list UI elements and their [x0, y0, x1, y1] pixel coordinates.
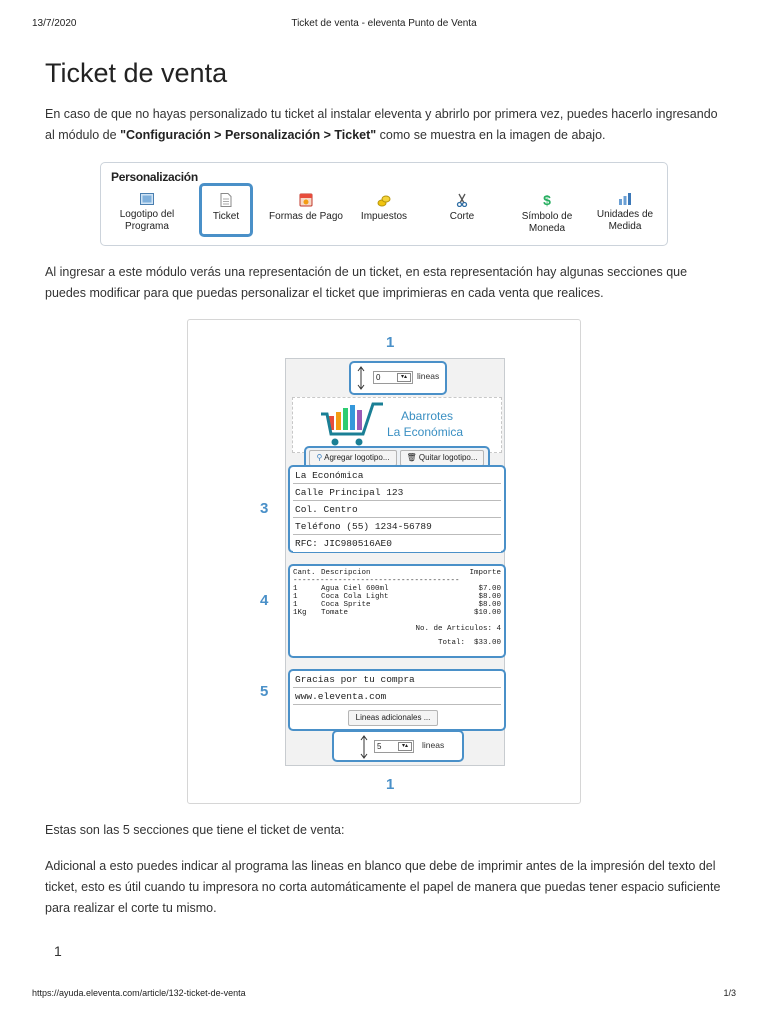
scissors-icon: [456, 193, 468, 207]
col-descripcion: Descripcion: [321, 569, 371, 577]
ticket-figure: [187, 319, 581, 804]
intro-path: "Configuración > Personalización > Ticket": [120, 128, 377, 142]
section-number-3: 3: [260, 500, 269, 517]
toolbar-item-simbolo-moneda[interactable]: [509, 193, 585, 235]
item-amount: $7.00: [478, 585, 501, 593]
item-desc: Coca Sprite: [321, 601, 371, 609]
header-field-colonia[interactable]: Col. Centro: [293, 502, 501, 518]
bottom-lines-value: 5: [377, 742, 382, 751]
footer-field-thanks[interactable]: Gracias por tu compra: [293, 672, 501, 688]
items-table: [293, 569, 501, 645]
item-qty: 1Kg: [293, 609, 307, 617]
magnifier-icon: ⚲: [316, 453, 323, 462]
item-qty: 1: [293, 601, 298, 609]
toolbar-title: Personalización: [111, 170, 198, 184]
intro-text: En caso de que no hayas personalizado tu ticket al instalar eleventa y abrirlo por primera vez, puedes hacerlo ingresando al módulo de: [45, 107, 718, 142]
logo-text-line1: Abarrotes: [401, 409, 454, 423]
blank-lines-paragraph: Adicional a esto puedes indicar al programa las lineas en blanco que debe de imprimir antes de la impresión del texto del ticket, esto es útil cuando tu impresora no corta automáticamente el papel de manera que puedas tener espacio suficiente para realizar el corte tu mismo.: [45, 859, 721, 915]
section-number-4: 4: [260, 592, 269, 609]
vertical-arrows-icon: [360, 735, 368, 759]
print-url: https://ayuda.eleventa.com/article/132-ticket-de-venta: [32, 988, 246, 998]
toolbar-item-label: Unidades de: [596, 209, 654, 220]
section-number-5: 5: [260, 683, 269, 700]
shopping-cart-logo-icon: [319, 400, 385, 448]
add-logo-label: Agregar logotipo...: [324, 453, 390, 462]
toolbar-item-label: Medida: [608, 221, 642, 232]
top-lines-label: lineas: [417, 371, 440, 381]
item-row: [293, 593, 501, 601]
header-fields-section: [288, 465, 506, 553]
vertical-arrows-icon: [357, 366, 365, 390]
item-row: [293, 609, 501, 617]
bottom-lines-label: lineas: [422, 740, 445, 750]
toolbar-item-unidades-medida[interactable]: [589, 193, 661, 233]
toolbar-item-label: Programa: [125, 221, 169, 232]
toolbar-item-label: Formas de Pago: [269, 211, 343, 222]
ticket-document-icon: [220, 193, 232, 207]
toolbar-item-label: Símbolo de: [521, 211, 573, 222]
col-cant: Cant.: [293, 569, 316, 577]
coins-icon: [377, 193, 391, 207]
add-logo-button[interactable]: [309, 450, 397, 466]
toolbar-item-label: Logotipo del: [119, 209, 175, 220]
ticket-preview: [285, 358, 505, 766]
toolbar-item-impuestos[interactable]: [353, 193, 415, 223]
item-amount: $8.00: [478, 601, 501, 609]
bottom-lines-spinner[interactable]: [374, 740, 414, 753]
header-field-rfc[interactable]: RFC: JIC980516AE0: [293, 536, 501, 552]
item-qty: 1: [293, 593, 298, 601]
payment-icon: [299, 193, 313, 207]
toolbar-item-label: Ticket: [212, 211, 240, 222]
toolbar-item-corte[interactable]: [431, 193, 493, 223]
toolbar-item-label: Corte: [449, 211, 475, 222]
personalizacion-toolbar: [100, 162, 668, 246]
item-row: [293, 601, 501, 609]
item-qty: 1: [293, 585, 298, 593]
dollar-icon: [541, 193, 553, 207]
item-desc: Tomate: [321, 609, 349, 617]
toolbar-item-logotipo[interactable]: [105, 193, 189, 233]
svg-text:$: $: [543, 193, 551, 207]
remove-logo-button[interactable]: [400, 450, 484, 466]
sections-intro: Estas son las 5 secciones que tiene el ticket de venta:: [45, 823, 345, 837]
top-lines-control: [349, 361, 447, 395]
items-section: [288, 564, 506, 658]
logo-area: [292, 397, 502, 453]
header-field-phone[interactable]: Teléfono (55) 1234-56789: [293, 519, 501, 535]
trash-icon: 🗑: [406, 453, 417, 462]
top-lines-value: 0: [376, 373, 381, 382]
col-importe: Importe: [469, 569, 501, 577]
logo-image-icon: [140, 193, 154, 205]
item-desc: Agua Ciel 600ml: [321, 585, 389, 593]
logo-text-line2: La Económica: [387, 425, 464, 439]
footer-field-website[interactable]: www.eleventa.com: [293, 689, 501, 705]
item-amount: $8.00: [478, 593, 501, 601]
articles-row: [293, 617, 501, 635]
section-number-1-top: 1: [386, 334, 395, 351]
page-counter: 1/3: [723, 988, 736, 998]
total-row: [293, 635, 501, 645]
items-rule: -------------------------------------: [293, 577, 460, 585]
intro-text-end: como se muestra en la imagen de abajo.: [376, 128, 606, 142]
print-date: 13/7/2020: [32, 18, 77, 29]
item-row: [293, 585, 501, 593]
header-field-street[interactable]: Calle Principal 123: [293, 485, 501, 501]
page-title: Ticket de venta: [45, 58, 228, 88]
items-header-row: [293, 569, 501, 577]
section-number-1-bottom: 1: [386, 776, 395, 793]
toolbar-item-ticket[interactable]: [199, 183, 253, 237]
spinner-arrows-icon: ▾▴: [397, 373, 411, 382]
extra-lines-button[interactable]: Lineas adicionales ...: [348, 710, 438, 726]
toolbar-item-label: Impuestos: [360, 211, 408, 222]
header-field-name[interactable]: La Económica: [293, 468, 501, 484]
bottom-lines-control: [332, 730, 464, 762]
print-doc-title: Ticket de venta - eleventa Punto de Venta: [291, 18, 477, 29]
toolbar-item-formas-de-pago[interactable]: [267, 193, 345, 223]
spinner-arrows-icon: ▾▴: [398, 742, 412, 751]
intro-paragraph: [45, 104, 725, 146]
bars-icon: [618, 193, 632, 205]
print-footer: [32, 988, 736, 1002]
top-lines-spinner[interactable]: [373, 371, 413, 384]
item-amount: $10.00: [473, 609, 501, 617]
total-amount: Total: $33.00: [437, 639, 501, 647]
remove-logo-label: Quitar logotipo...: [418, 453, 478, 462]
module-description: Al ingresar a este módulo verás una representación de un ticket, en esta representación hay algunas secciones que puedes modificar para que puedas personalizar el ticket que imprimieras en cada venta que realices.: [45, 265, 688, 300]
footer-fields-section: [288, 669, 506, 731]
item-desc: Coca Cola Light: [321, 593, 389, 601]
print-header: [32, 18, 736, 32]
list-number: 1: [54, 943, 62, 959]
toolbar-item-label: Moneda: [528, 223, 566, 234]
articles-count: No. de Articulos: 4: [415, 625, 501, 633]
